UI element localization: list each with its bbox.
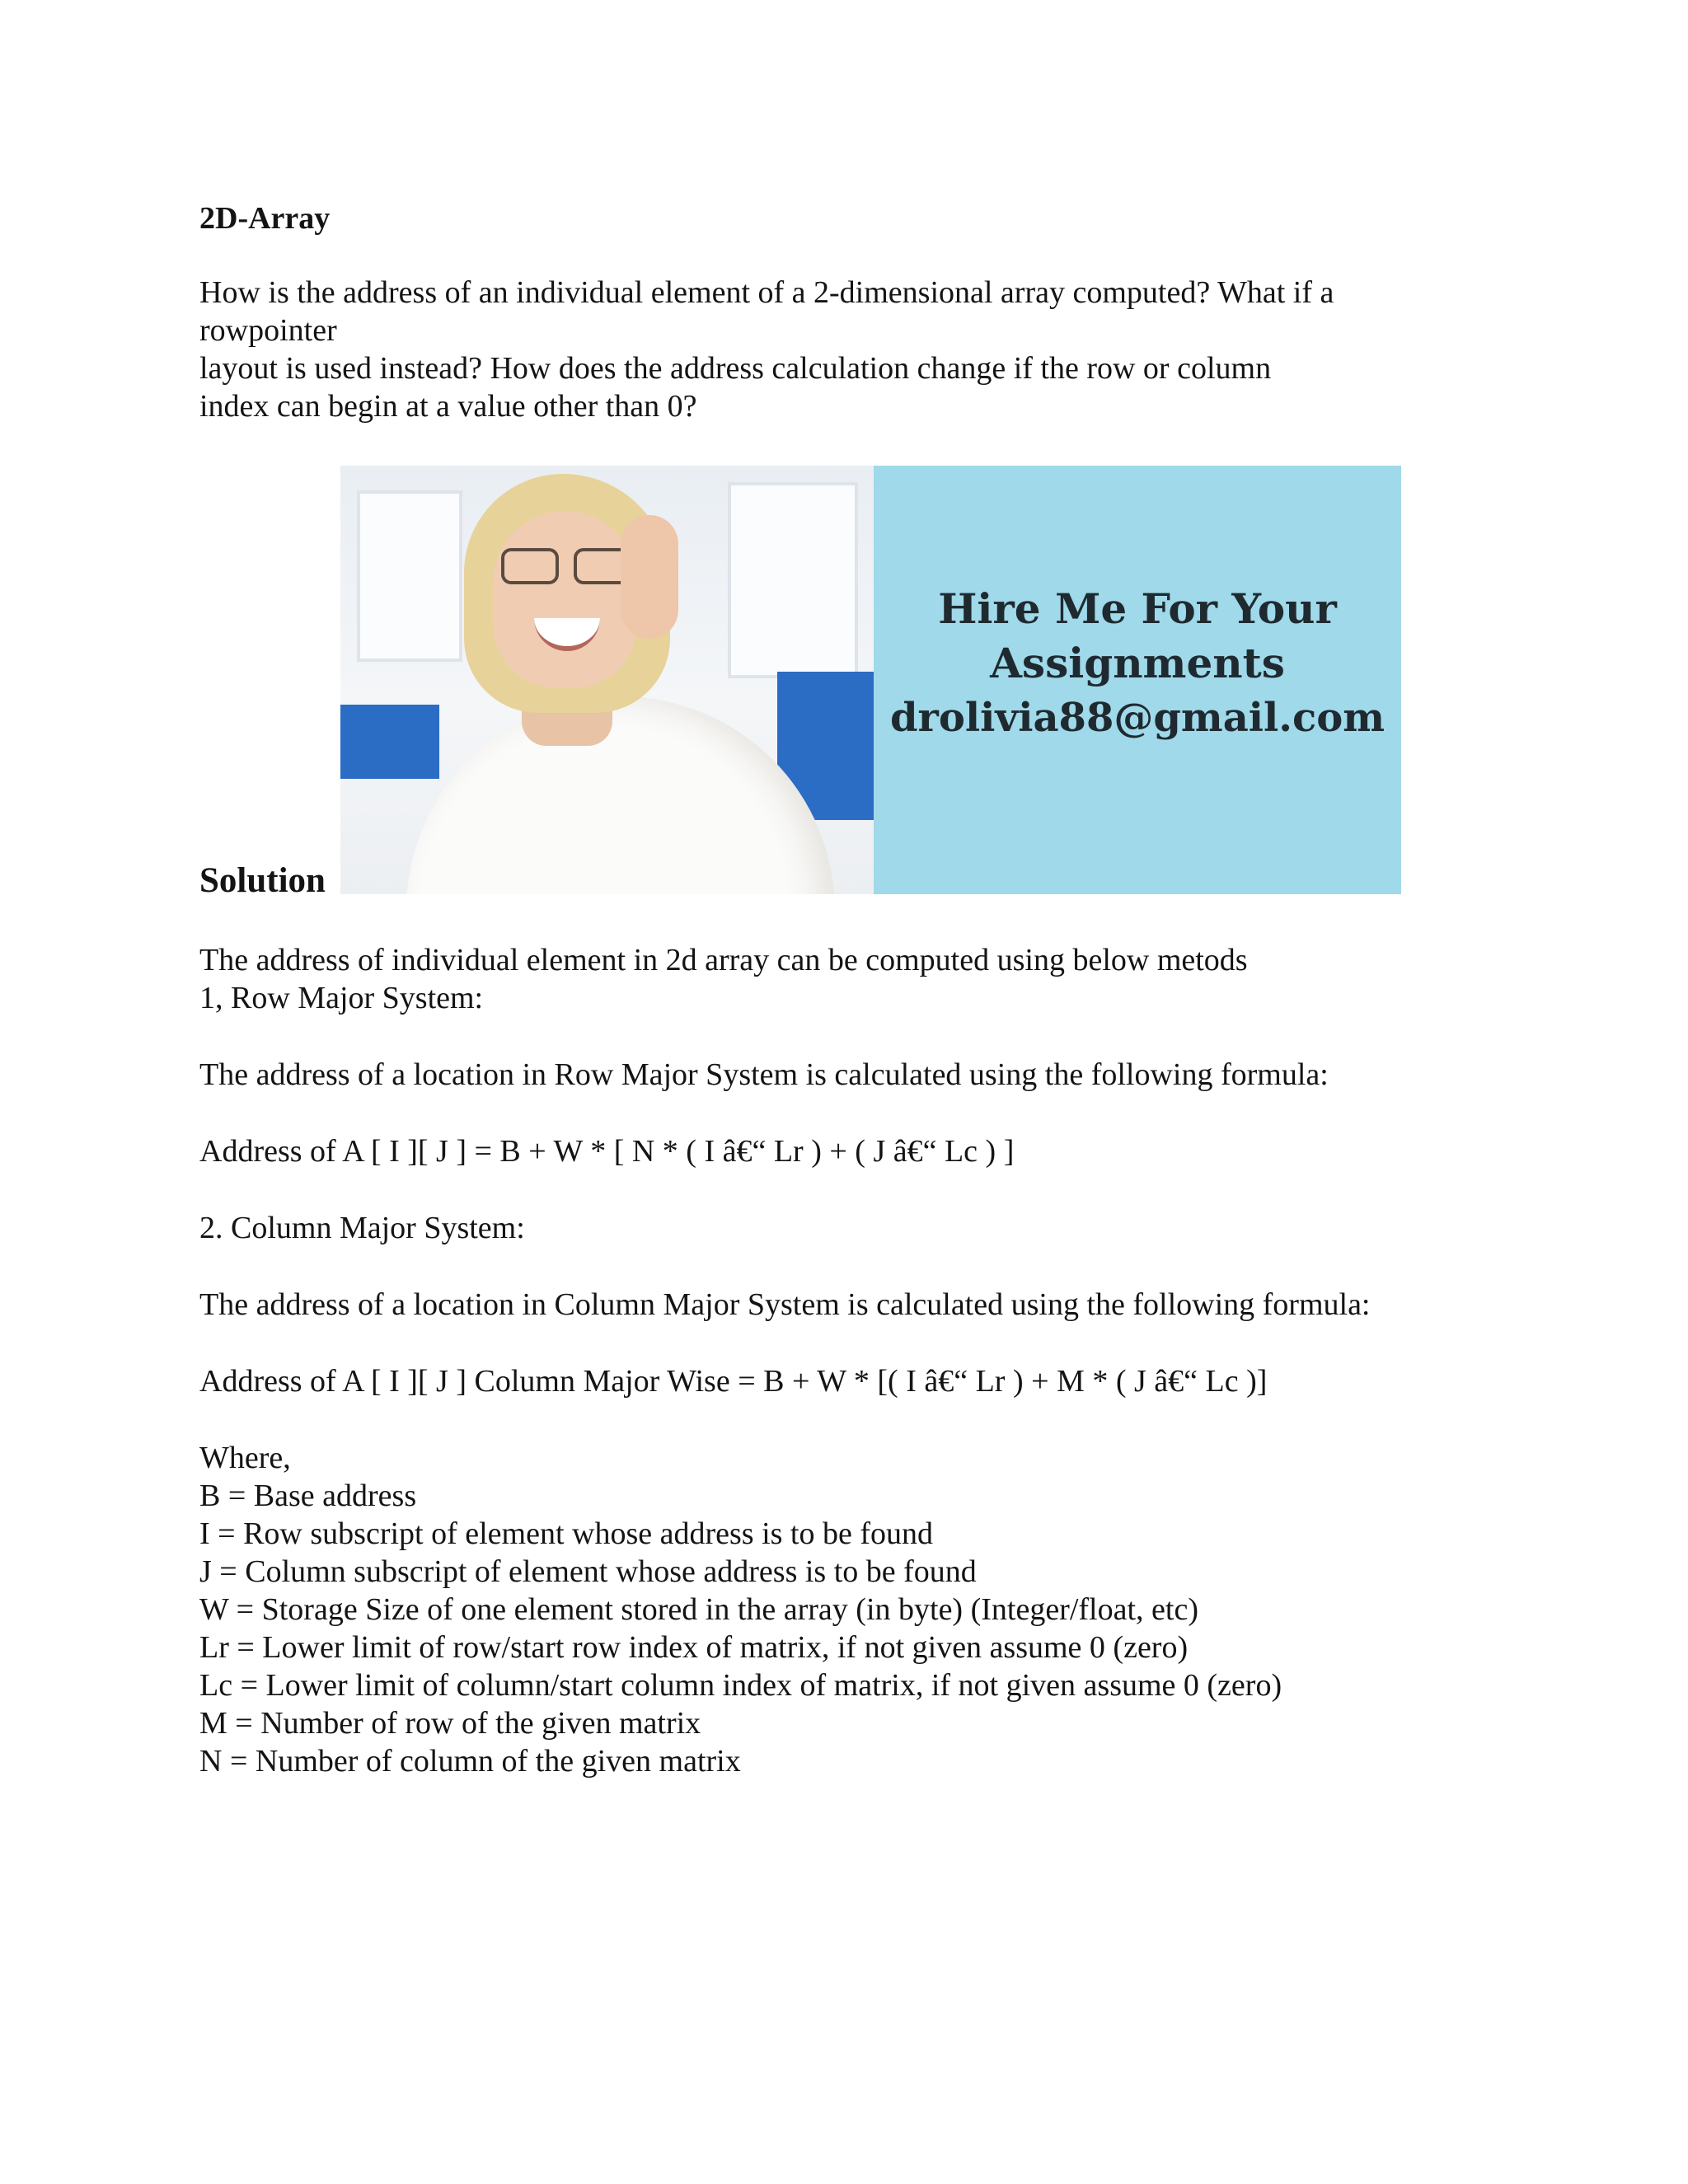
ad-line-2: Assignments: [990, 639, 1285, 687]
intro-paragraph: [199, 941, 1248, 1017]
woman-photo: [340, 466, 874, 894]
definition-item: I = Row subscript of element whose address is to be found: [199, 1516, 933, 1551]
row-major-formula: Address of A [ I ][ J ] = B + W * [ N * ( I â€“ Lr ) + ( J â€“ Lc ) ]: [199, 1134, 1015, 1169]
ad-email: drolivia88@gmail.com: [889, 695, 1386, 741]
definition-item: Lc = Lower limit of column/start column index of matrix, if not given assume 0 (zero): [199, 1668, 1282, 1703]
definition-item: M = Number of row of the given matrix: [199, 1706, 701, 1741]
hire-me-panel: [874, 466, 1401, 894]
solution-heading: Solution: [199, 861, 326, 900]
column-major-formula: Address of A [ I ][ J ] Column Major Wise = B + W * [( I â€“ Lr ) + M * ( J â€“ Lc )]: [199, 1364, 1268, 1399]
question-line: rowpointer: [199, 313, 337, 348]
question-paragraph: [199, 274, 1334, 425]
where-list: [199, 1439, 1282, 1780]
where-label: Where,: [199, 1441, 291, 1475]
definition-item: B = Base address: [199, 1479, 417, 1513]
definition-item: Lr = Lower limit of row/start row index of matrix, if not given assume 0 (zero): [199, 1630, 1189, 1665]
page-title: 2D-Array: [199, 201, 331, 236]
intro-line: The address of individual element in 2d array can be computed using below metods: [199, 943, 1248, 977]
ad-line-1: Hire Me For Your: [938, 584, 1337, 633]
advertisement-banner: [340, 466, 1401, 894]
question-line: How is the address of an individual element of a 2-dimensional array computed? What if a: [199, 275, 1334, 310]
definition-item: W = Storage Size of one element stored in the array (in byte) (Integer/float, etc): [199, 1592, 1198, 1627]
definition-item: N = Number of column of the given matrix: [199, 1744, 741, 1779]
column-major-heading: 2. Column Major System:: [199, 1211, 525, 1245]
row-major-description: The address of a location in Row Major System is calculated using the following formula:: [199, 1057, 1329, 1092]
intro-line: 1, Row Major System:: [199, 981, 484, 1015]
definition-item: J = Column subscript of element whose address is to be found: [199, 1554, 977, 1589]
question-line: index can begin at a value other than 0?: [199, 389, 697, 424]
column-major-description: The address of a location in Column Major System is calculated using the following formula:: [199, 1287, 1371, 1322]
question-line: layout is used instead? How does the address calculation change if the row or column: [199, 351, 1272, 386]
